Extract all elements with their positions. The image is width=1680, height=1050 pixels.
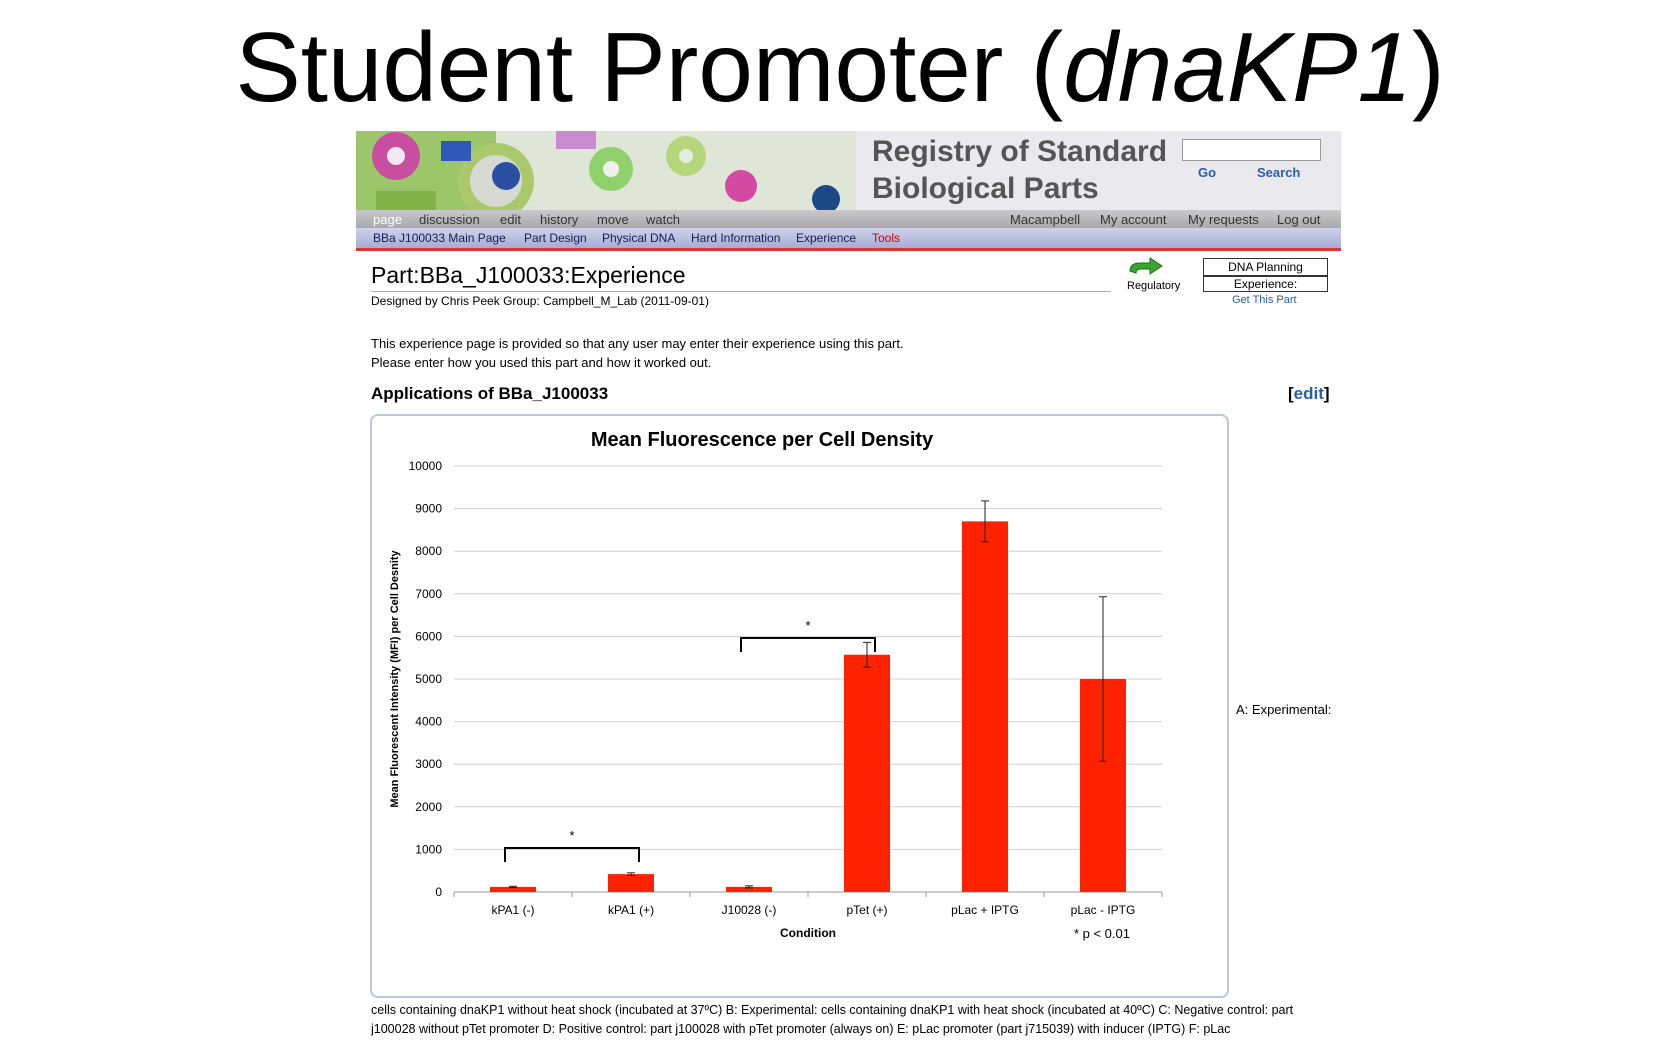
p-value-note: * p < 0.01 bbox=[1073, 926, 1130, 941]
user-link-username[interactable]: Macampbell bbox=[1010, 212, 1081, 227]
significance-bracket bbox=[505, 848, 639, 862]
edit-close-bracket: ] bbox=[1323, 384, 1330, 403]
x-tick-label: J10028 (-) bbox=[721, 903, 777, 917]
y-tick-label: 5000 bbox=[415, 672, 442, 686]
slide-title-close: ) bbox=[1412, 12, 1445, 122]
intro-line-1: This experience page is provided so that any user may enter their experience using this part. bbox=[371, 336, 904, 351]
x-axis-label: Condition bbox=[780, 926, 836, 940]
tab-edit[interactable]: edit bbox=[500, 212, 521, 227]
y-tick-label: 8000 bbox=[415, 544, 442, 559]
page-tabs-bar bbox=[356, 210, 1341, 228]
intro-line-2: Please enter how you used this part and how it worked out. bbox=[371, 355, 712, 370]
bar-2 bbox=[608, 874, 654, 892]
title-divider bbox=[371, 291, 1111, 292]
tab-watch[interactable]: watch bbox=[646, 212, 680, 227]
registry-title-line2: Biological Parts bbox=[872, 172, 1099, 205]
subtab-part-design[interactable]: Part Design bbox=[524, 231, 587, 245]
y-axis-label: Mean Fluorescent Intensity (MFI) per Cell Desnity bbox=[389, 550, 401, 808]
part-subtabs-bar bbox=[356, 228, 1341, 248]
tab-discussion[interactable]: discussion bbox=[419, 212, 480, 227]
experience-box[interactable]: Experience: bbox=[1203, 276, 1328, 292]
subtab-hard-information[interactable]: Hard Information bbox=[691, 231, 781, 245]
x-tick-label: pTet (+) bbox=[846, 903, 888, 917]
bar-chart bbox=[372, 416, 1227, 996]
y-tick-label: 2000 bbox=[415, 799, 442, 814]
edit-open-bracket: [ bbox=[1288, 384, 1294, 403]
y-tick-label: 1000 bbox=[415, 842, 442, 857]
figure-caption: cells containing dnaKP1 without heat shock (incubated at 37ºC) B: Experimental: cells containing dnaKP1 with heat shock (incubated at 40ºC) C: Negative control: part j100028 without pTet promoter D: Positive control: part j100028 with pTet promoter (always on) E: pLac promoter (part j715039) with inducer (IPTG) F: pLac bbox=[371, 1003, 1294, 1036]
x-tick-label: kPA1 (+) bbox=[607, 903, 655, 917]
get-this-part-link[interactable]: Get This Part bbox=[1232, 294, 1297, 306]
chart-title: Mean Fluorescence per Cell Density bbox=[590, 429, 934, 451]
chart-frame bbox=[370, 414, 1229, 998]
dna-planning-box[interactable]: DNA Planning bbox=[1203, 258, 1328, 276]
edit-section-link[interactable] bbox=[1288, 384, 1330, 404]
designed-by-line: Designed by Chris Peek Group: Campbell_M_Lab (2011-09-01) bbox=[371, 294, 709, 308]
user-link-my-requests[interactable]: My requests bbox=[1188, 212, 1259, 227]
go-button[interactable]: Go bbox=[1198, 165, 1217, 180]
y-tick-label: 6000 bbox=[415, 629, 442, 644]
bar-5 bbox=[962, 521, 1008, 892]
y-tick-label: 7000 bbox=[415, 586, 442, 601]
tab-history[interactable]: history bbox=[540, 212, 579, 227]
side-note: A: Experimental: bbox=[1236, 702, 1332, 717]
significance-bracket bbox=[741, 638, 875, 652]
y-tick-label: 0 bbox=[435, 885, 442, 899]
user-link-my-account[interactable]: My account bbox=[1100, 212, 1167, 227]
user-link-log-out[interactable]: Log out bbox=[1277, 212, 1321, 227]
slide-title-italic: dnaKP1 bbox=[1063, 12, 1413, 122]
header-divider bbox=[356, 248, 1341, 251]
gears-logo-image bbox=[356, 131, 856, 210]
y-tick-label: 3000 bbox=[415, 757, 442, 772]
x-tick-label: pLac + IPTG bbox=[951, 903, 1019, 917]
edit-link-label[interactable]: edit bbox=[1293, 384, 1324, 403]
registry-page-screenshot bbox=[356, 131, 1341, 1050]
tab-page[interactable]: page bbox=[373, 212, 402, 227]
x-tick-label: pLac - IPTG bbox=[1070, 903, 1136, 917]
green-arrow-icon bbox=[1128, 257, 1164, 277]
search-input[interactable] bbox=[1182, 139, 1321, 161]
subtab-experience[interactable]: Experience bbox=[796, 231, 857, 245]
slide-title bbox=[0, 12, 1680, 122]
search-button[interactable]: Search bbox=[1257, 165, 1301, 180]
category-label[interactable]: Regulatory bbox=[1127, 280, 1181, 292]
subtab-main-page[interactable]: BBa J100033 Main Page bbox=[373, 231, 506, 245]
y-tick-label: 9000 bbox=[415, 501, 442, 516]
registry-title-line1: Registry of Standard bbox=[872, 135, 1168, 168]
registry-banner bbox=[356, 131, 1341, 210]
y-tick-label: 10000 bbox=[408, 459, 442, 473]
tab-move[interactable]: move bbox=[597, 212, 629, 227]
applications-heading: Applications of BBa_J100033 bbox=[371, 384, 609, 403]
slide-title-main: Student Promoter ( bbox=[235, 12, 1064, 122]
part-title: Part:BBa_J100033:Experience bbox=[371, 262, 686, 288]
significance-marker: * bbox=[805, 618, 811, 633]
x-tick-label: kPA1 (-) bbox=[491, 903, 535, 917]
subtab-physical-dna[interactable]: Physical DNA bbox=[602, 231, 676, 245]
registry-title bbox=[872, 133, 1167, 207]
y-tick-label: 4000 bbox=[415, 714, 442, 729]
significance-marker: * bbox=[569, 828, 575, 843]
subtab-tools[interactable]: Tools bbox=[872, 231, 901, 245]
bar-4 bbox=[844, 655, 890, 892]
